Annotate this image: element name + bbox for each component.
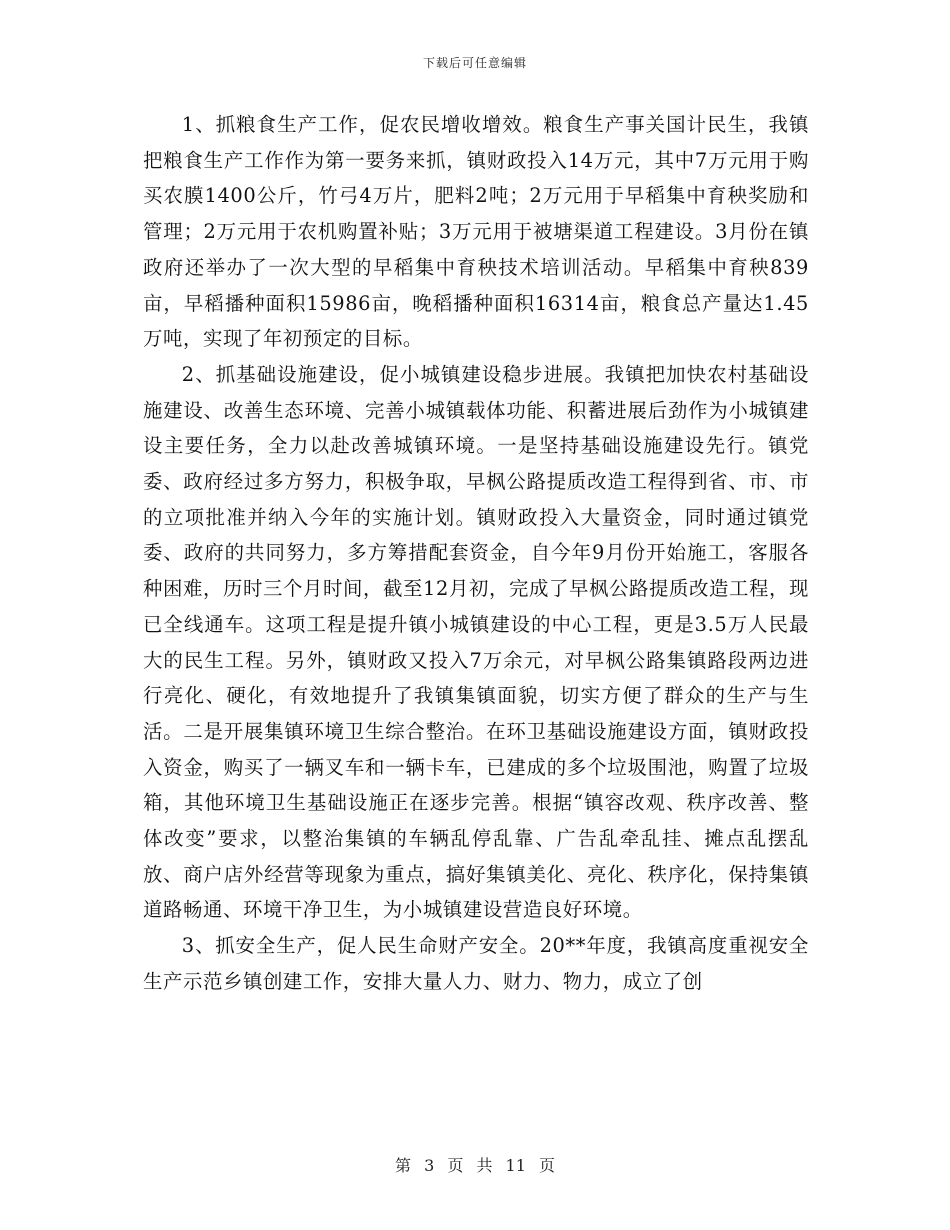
paragraph-grain-production: 1、抓粮食生产工作，促农民增收增效。粮食生产事关国计民生，我镇把粮食生产工作作为第一要务来抓，镇财政投入14万元，其中7万元用于购买农膜1400公斤，竹弓4万片，肥料2吨；2万元用于早稻集中育秧奖励和管理；2万元用于农机购置补贴；3万元用于被塘渠道工程建设。3月份在镇政府还举办了一次大型的早稻集中育秧技术培训活动。早稻集中育秧839亩，早稻播种面积15986亩，晚稻播种面积16314亩，粮食总产量达1.45万吨，实现了年初预定的目标。 (143, 113, 809, 351)
page-footer: 第 3 页 共 11 页 (395, 1156, 555, 1175)
paragraph-infrastructure: 2、抓基础设施建设，促小城镇建设稳步进展。我镇把加快农村基础设施建设、改善生态环境、完善小城镇载体功能、积蓄进展后劲作为小城镇建设主要任务，全力以赴改善城镇环境。一是坚持基础设施建设先行。镇党委、政府经过多方努力，积极争取，早枫公路提质改造工程得到省、市、市的立项批准并纳入今年的实施计划。镇财政投入大量资金，同时通过镇党委、政府的共同努力，多方筹措配套资金，自今年9月份开始施工，客服各种困难，历时三个月时间，截至12月初，完成了早枫公路提质改造工程，现已全线通车。这项工程是提升镇小城镇建设的中心工程，更是3.5万人民最大的民生工程。另外，镇财政又投入7万余元，对早枫公路集镇路段两边进行亮化、硬化，有效地提升了我镇集镇面貌，切实方便了群众的生产与生活。二是开展集镇环境卫生综合整治。在环卫基础设施建设方面，镇财政投入资金，购买了一辆叉车和一辆卡车，已建成的多个垃圾围池，购置了垃圾箱，其他环境卫生基础设施正在逐步完善。根据“镇容改观、秩序改善、整体改变”要求，以整治集镇的车辆乱停乱靠、广告乱牵乱挂、摊点乱摆乱放、商户店外经营等现象为重点，搞好集镇美化、亮化、秩序化，保持集镇道路畅通、环境干净卫生，为小城镇建设营造良好环境。 (143, 362, 809, 922)
document-body (143, 107, 809, 1000)
page-header: 下载后可任意编辑 (422, 56, 527, 70)
paragraph-safety-production: 3、抓安全生产，促人民生命财产安全。20**年度，我镇高度重视安全生产示范乡镇创建工作，安排大量人力、财力、物力，成立了创 (143, 934, 809, 993)
